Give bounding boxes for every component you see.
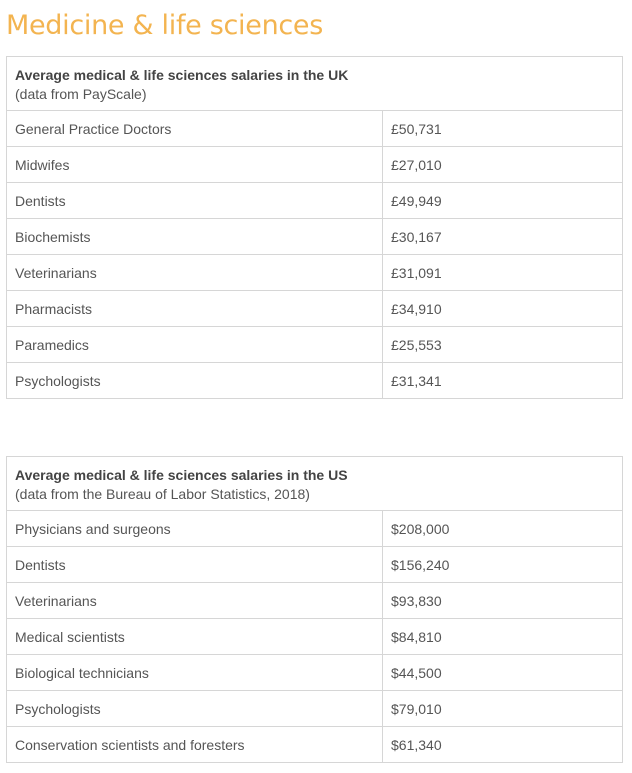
salary-cell: $44,500 [383,655,623,691]
table-row [7,219,623,255]
table-row [7,727,623,763]
occupation-cell: Dentists [7,547,383,583]
occupation-cell: Dentists [7,183,383,219]
table-caption-source: (data from the Bureau of Labor Statistics, 2018) [15,485,310,502]
salary-cell: £49,949 [383,183,623,219]
salary-cell: £31,341 [383,363,623,399]
occupation-cell: General Practice Doctors [7,111,383,147]
table-caption [7,457,623,511]
table-caption [7,57,623,111]
table-row [7,183,623,219]
occupation-cell: Midwifes [7,147,383,183]
table-row [7,547,623,583]
table-row [7,363,623,399]
salary-cell: £34,910 [383,291,623,327]
table-caption-source: (data from PayScale) [15,85,147,102]
uk-salary-table [6,56,623,399]
table-row [7,583,623,619]
salary-cell: £50,731 [383,111,623,147]
salary-cell: $61,340 [383,727,623,763]
occupation-cell: Psychologists [7,691,383,727]
salary-cell: $84,810 [383,619,623,655]
salary-cell: $93,830 [383,583,623,619]
page-title: Medicine & life sciences [6,10,323,41]
salary-cell: $208,000 [383,511,623,547]
salary-cell: $156,240 [383,547,623,583]
table-row [7,655,623,691]
occupation-cell: Physicians and surgeons [7,511,383,547]
table-row [7,619,623,655]
salary-cell: £27,010 [383,147,623,183]
occupation-cell: Veterinarians [7,583,383,619]
occupation-cell: Psychologists [7,363,383,399]
occupation-cell: Biochemists [7,219,383,255]
table-row [7,255,623,291]
table-row [7,691,623,727]
us-salary-table [6,456,623,763]
salary-cell: £31,091 [383,255,623,291]
salary-cell: £30,167 [383,219,623,255]
table-caption-row [7,457,623,511]
salary-cell: $79,010 [383,691,623,727]
table-caption-title: Average medical & life sciences salaries in the UK [15,66,349,83]
occupation-cell: Biological technicians [7,655,383,691]
table-row [7,291,623,327]
table-row [7,111,623,147]
table-row [7,327,623,363]
salary-cell: £25,553 [383,327,623,363]
occupation-cell: Medical scientists [7,619,383,655]
occupation-cell: Paramedics [7,327,383,363]
table-row [7,147,623,183]
table-caption-row [7,57,623,111]
occupation-cell: Conservation scientists and foresters [7,727,383,763]
occupation-cell: Pharmacists [7,291,383,327]
table-caption-title: Average medical & life sciences salaries in the US [15,466,348,483]
table-row [7,511,623,547]
occupation-cell: Veterinarians [7,255,383,291]
